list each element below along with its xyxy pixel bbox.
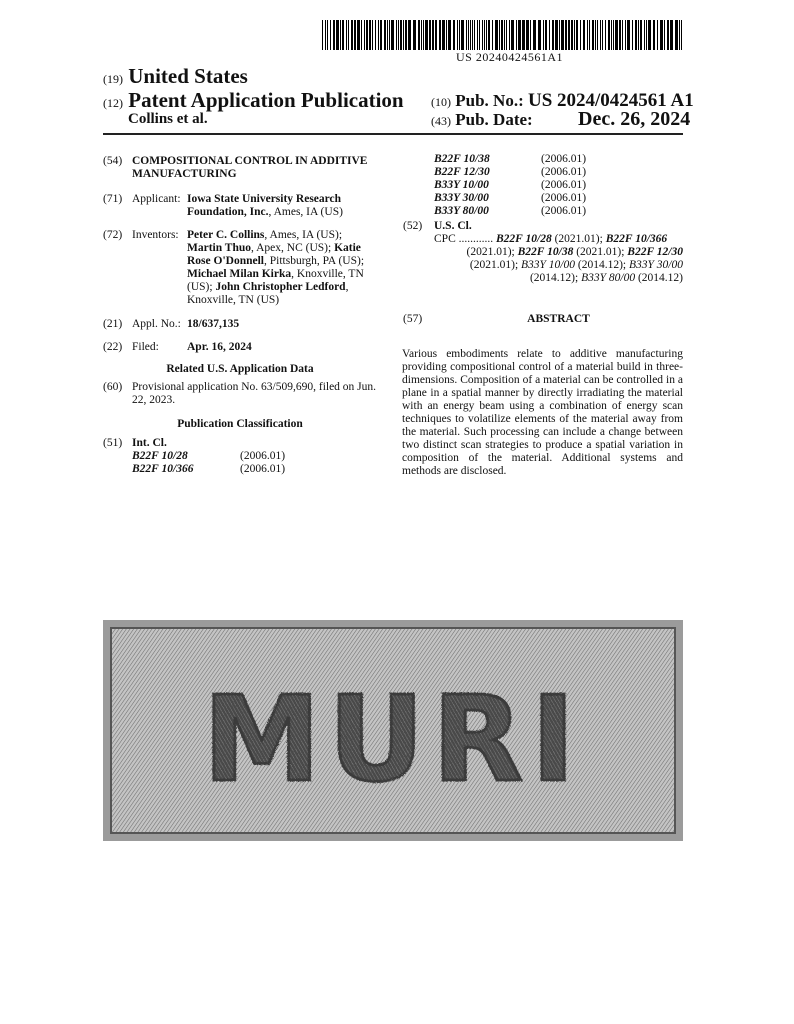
inventor-comma: , (345, 281, 349, 293)
barcode-bar (611, 20, 612, 50)
barcode-bar (408, 20, 411, 50)
barcode-bar (657, 20, 658, 50)
barcode-bar (488, 20, 490, 50)
barcode-bar (538, 20, 541, 50)
pub-date: Dec. 26, 2024 (578, 108, 691, 130)
publication-type: Patent Application Publication (128, 88, 404, 112)
barcode-bar (432, 20, 434, 50)
barcode-bar (322, 20, 323, 50)
appl-no: 18/637,135 (187, 318, 240, 330)
barcode-bar (484, 20, 485, 50)
inventors-label: Inventors: (132, 229, 179, 241)
barcode-bar (592, 20, 594, 50)
inid-57: (57) (403, 313, 423, 325)
provisional-line-2: 22, 2023. (132, 394, 176, 406)
barcode-bar (396, 20, 397, 50)
barcode-bar (622, 20, 623, 50)
applicant-label: Applicant: (132, 193, 181, 205)
appl-no-label: Appl. No.: (132, 318, 181, 330)
barcode-bar (499, 20, 500, 50)
barcode-bar (429, 20, 431, 50)
barcode-bar (387, 20, 388, 50)
country-line (103, 64, 248, 89)
figure-muri-print (103, 620, 683, 841)
pub-no: US 2024/0424561 A1 (527, 90, 694, 111)
barcode-bar (675, 20, 678, 50)
inventor-line-1 (187, 229, 377, 242)
inventor-line-6: Knoxville, TN (US) (187, 294, 280, 306)
inventor-line-4 (187, 268, 377, 281)
inid-52: (52) (403, 220, 423, 232)
cpc-code: B33Y 10/00 (521, 259, 576, 271)
barcode-bar (679, 20, 680, 50)
inid-71: (71) (103, 193, 123, 205)
barcode-bar (364, 20, 365, 50)
barcode-bar (369, 20, 371, 50)
barcode-bar (545, 20, 547, 50)
barcode-bar (372, 20, 373, 50)
intcl-label: Int. Cl. (132, 437, 167, 449)
inid-43: (43) (431, 114, 451, 128)
barcode-bar (561, 20, 564, 50)
filed-label: Filed: (132, 341, 159, 353)
pub-date-label: Pub. Date: (455, 110, 533, 129)
barcode-bar (448, 20, 451, 50)
cpc-block (434, 233, 683, 285)
barcode-bar (589, 20, 590, 50)
title-line-1: COMPOSITIONAL CONTROL IN ADDITIVE (132, 155, 368, 167)
inventor-line-3 (187, 255, 377, 268)
barcode-bar (600, 20, 601, 50)
intcl-code: B22F 10/28 (132, 450, 188, 462)
barcode-bar (466, 20, 467, 50)
header-rule (103, 133, 683, 135)
applicant-name-end: Foundation, Inc. (187, 206, 269, 218)
intcl-version: (2006.01) (541, 166, 587, 178)
inventor-location: , Pittsburgh, PA (US); (264, 255, 365, 267)
barcode-bar (357, 20, 360, 50)
barcode-bar (608, 20, 610, 50)
barcode-bar (653, 20, 655, 50)
barcode-bar (574, 20, 575, 50)
inventor-name: Rose O'Donnell (187, 255, 264, 267)
barcode-bar (571, 20, 573, 50)
applicant-location: , Ames, IA (US) (268, 206, 343, 218)
barcode-bar (351, 20, 353, 50)
barcode-bar (667, 20, 669, 50)
barcode-bar (474, 20, 475, 50)
barcode-bar (479, 20, 480, 50)
barcode-bar (486, 20, 487, 50)
inventor-name: Peter C. Collins (187, 229, 265, 241)
barcode-bar (468, 20, 469, 50)
cpc-version: (2021.01); (551, 233, 606, 245)
barcode-bar (619, 20, 621, 50)
title-line-2: MANUFACTURING (132, 168, 237, 180)
inid-22: (22) (103, 341, 123, 353)
intcl-version: (2006.01) (240, 463, 286, 475)
abstract-text: Various embodiments relate to additive manufacturing providing compositional control of a material build in three-dimensions. Composition of a material can be controlled in a plane in a spatial manner by directly irradiating the material with an energy beam using a combination of energy scan techniques to volatilize elements of the material away from the material. Such processing can include a change between two distinct scan strategies to produce a spatial variation in composition of the material. Additional systems and methods are disclosed. (402, 348, 683, 477)
cpc-version: (2021.01); (466, 246, 518, 258)
intcl-version: (2006.01) (541, 179, 587, 191)
uscl-label: U.S. Cl. (434, 220, 472, 232)
related-heading: Related U.S. Application Data (166, 363, 314, 375)
barcode-bar (425, 20, 428, 50)
inventor-location: , Apex, NC (US); (251, 242, 335, 254)
barcode-bar (632, 20, 633, 50)
inventor-name: Katie (334, 242, 361, 254)
inventor-name: Martin Thuo (187, 242, 252, 254)
cpc-code: B22F 10/366 (605, 233, 668, 245)
barcode-bar (457, 20, 458, 50)
barcode-bar (501, 20, 503, 50)
barcode-bar (627, 20, 630, 50)
inventor-line-5 (187, 281, 377, 294)
barcode-bar (439, 20, 441, 50)
barcode-bar (327, 20, 328, 50)
barcode-bar (664, 20, 665, 50)
barcode-bar (405, 20, 407, 50)
barcode-bar (354, 20, 356, 50)
barcode-bar (361, 20, 362, 50)
barcode-bar (506, 20, 507, 50)
barcode-bar (518, 20, 521, 50)
barcode-bar (511, 20, 514, 50)
barcode-bar (472, 20, 473, 50)
barcode-bar (442, 20, 445, 50)
inid-10: (10) (431, 95, 451, 109)
barcode-bar (559, 20, 560, 50)
barcode-bar (549, 20, 550, 50)
barcode-bar (421, 20, 422, 50)
inid-72: (72) (103, 229, 123, 241)
inid-54: (54) (103, 155, 123, 167)
intcl-version: (2006.01) (541, 192, 587, 204)
intcl-code: B22F 10/366 (132, 463, 194, 475)
cpc-code: B22F 10/28 (496, 233, 552, 245)
barcode-bar (366, 20, 368, 50)
barcode-bar (477, 20, 478, 50)
inid-12: (12) (103, 96, 123, 110)
barcode-bar (470, 20, 471, 50)
barcode-bar (602, 20, 603, 50)
barcode-bar (597, 20, 598, 50)
cpc-line-3 (434, 259, 683, 272)
barcode-bar (681, 20, 682, 50)
barcode-bar (625, 20, 626, 50)
intcl-version: (2006.01) (541, 153, 587, 165)
inventor-name: Michael Milan Kirka (187, 268, 292, 280)
cpc-code: B22F 12/30 (627, 246, 683, 258)
barcode-bar (504, 20, 505, 50)
barcode-bar (325, 20, 326, 50)
intcl-code: B22F 12/30 (434, 166, 490, 178)
barcode-bar (333, 20, 335, 50)
barcode-bar (646, 20, 647, 50)
barcode-bar (482, 20, 483, 50)
barcode-bar (530, 20, 531, 50)
barcode-bar (670, 20, 673, 50)
inid-21: (21) (103, 318, 123, 330)
barcode-bar (576, 20, 578, 50)
country: United States (128, 64, 248, 88)
barcode-bar (580, 20, 581, 50)
applicant-line-1: Iowa State University Research (187, 193, 342, 205)
barcode-bar (378, 20, 379, 50)
barcode-bar (635, 20, 637, 50)
barcode-bar (587, 20, 588, 50)
barcode-bar (533, 20, 536, 50)
barcode-bar (583, 20, 585, 50)
barcode-bar (380, 20, 382, 50)
barcode-bar (526, 20, 529, 50)
barcode-bar (453, 20, 455, 50)
intcl-code: B33Y 10/00 (434, 179, 489, 191)
barcode-bar (346, 20, 347, 50)
filed-date: Apr. 16, 2024 (187, 341, 252, 353)
inventor-short: Collins et al. (128, 111, 208, 127)
barcode-bar (336, 20, 339, 50)
inventor-location: , Knoxville, TN (291, 268, 364, 280)
barcode-bar (495, 20, 498, 50)
cpc-code: B33Y 30/00 (629, 259, 683, 271)
barcode-bar (384, 20, 386, 50)
barcode-bar (568, 20, 570, 50)
cpc-version: (2014.12) (635, 272, 683, 284)
barcode-bar (340, 20, 341, 50)
pub-type-line (103, 88, 404, 113)
barcode-bar (330, 20, 331, 50)
cpc-code: B33Y 80/00 (581, 272, 636, 284)
barcode-bar (516, 20, 517, 50)
inventor-line-2 (187, 242, 377, 255)
cpc-code: B22F 10/38 (517, 246, 574, 258)
barcode-bar (638, 20, 639, 50)
barcode-bar (644, 20, 645, 50)
barcode-bar (375, 20, 376, 50)
cpc-version: (2021.01); (469, 259, 522, 271)
barcode-bar (613, 20, 614, 50)
barcode-bar (389, 20, 390, 50)
cpc-line-2 (434, 246, 683, 259)
cpc-version: (2014.12); (575, 259, 629, 271)
applicant-line-2 (187, 206, 377, 219)
cpc-prefix: CPC ............ (434, 233, 494, 245)
cpc-line-1 (434, 233, 683, 246)
intcl-code: B33Y 80/00 (434, 205, 489, 217)
pubclass-heading: Publication Classification (177, 418, 303, 430)
barcode-bar (522, 20, 525, 50)
barcode-bar (446, 20, 447, 50)
barcode-bar (348, 20, 349, 50)
barcode-bar (543, 20, 544, 50)
inid-51: (51) (103, 437, 123, 449)
barcode-bar (403, 20, 404, 50)
barcode-bar (492, 20, 493, 50)
barcode-bar (342, 20, 344, 50)
barcode-bar (615, 20, 618, 50)
barcode-bar (555, 20, 558, 50)
barcode-bar (509, 20, 510, 50)
barcode-bar (400, 20, 402, 50)
barcode-bar (413, 20, 416, 50)
pub-no-label: Pub. No.: (455, 91, 524, 110)
cpc-version: (2021.01); (573, 246, 628, 258)
inventor-location: (US); (187, 281, 216, 293)
inid-60: (60) (103, 381, 123, 393)
intcl-version: (2006.01) (240, 450, 286, 462)
barcode-bar (459, 20, 460, 50)
barcode-bar (398, 20, 399, 50)
inventor-location: , Ames, IA (US); (264, 229, 343, 241)
barcode-bar (640, 20, 642, 50)
intcl-code: B22F 10/38 (434, 153, 490, 165)
barcode-bar (461, 20, 464, 50)
barcode-number: US 20240424561A1 (456, 50, 564, 64)
cpc-version: (2014.12); (529, 272, 582, 284)
barcode-bar (418, 20, 420, 50)
provisional-line-1: Provisional application No. 63/509,690, filed on Jun. (132, 381, 377, 393)
barcode-bar (605, 20, 606, 50)
inid-19: (19) (103, 72, 123, 86)
abstract-heading: ABSTRACT (527, 313, 590, 325)
barcode-bar (435, 20, 437, 50)
barcode-bar (595, 20, 596, 50)
barcode-bar (423, 20, 424, 50)
barcode-bar (648, 20, 651, 50)
barcode (322, 20, 682, 50)
barcode-bar (391, 20, 394, 50)
figure-muri-letters: MURI (202, 670, 584, 808)
pub-date-line (431, 110, 533, 130)
intcl-code: B33Y 30/00 (434, 192, 489, 204)
inventor-name: John Christopher Ledford (215, 281, 346, 293)
barcode-bar (565, 20, 567, 50)
barcode-bar (660, 20, 663, 50)
barcode-bar (552, 20, 554, 50)
cpc-line-4 (434, 272, 683, 285)
intcl-version: (2006.01) (541, 205, 587, 217)
